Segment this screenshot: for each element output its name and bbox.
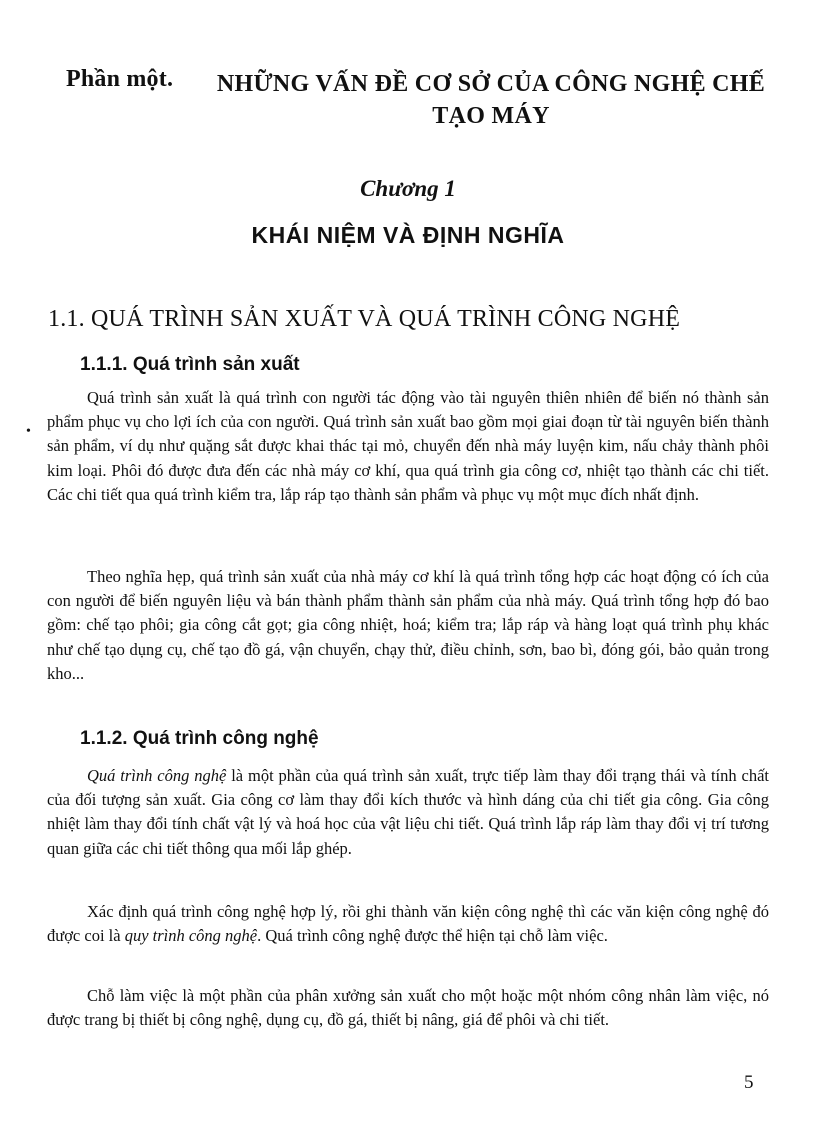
- paragraph-production-process: Quá trình sản xuất là quá trình con người tác động vào tài nguyên thiên nhiên để biến nó thành sản phẩm phục vụ cho lợi ích của con người. Quá trình sản xuất bao gồm mọi giai đoạn từ tài nguyên biến thành sản phẩm, ví dụ như quặng sắt được khai thác tại mỏ, chuyển đến nhà máy luyện kim, nấu chảy thành phôi kim loại. Phôi đó được đưa đến các nhà máy cơ khí, qua quá trình gia công cơ, nhiệt tạo thành các chi tiết. Các chi tiết qua quá trình kiểm tra, lắp ráp tạo thành sản phẩm và phục vụ một mục đích nhất định.: [47, 388, 769, 504]
- subsection-title-technology: 1.1.2. Quá trình công nghệ: [80, 728, 319, 749]
- term-technological-process: Quá trình công nghệ: [87, 766, 227, 785]
- paragraph-narrow-definition: Theo nghĩa hẹp, quá trình sản xuất của nhà máy cơ khí là quá trình tổng hợp các hoạt động có ích của con người để biến nguyên liệu và bán thành phẩm thành sản phẩm của nhà máy. Quá trình tổng hợp đó bao gồm: chế tạo phôi; gia công cắt gọt; gia công nhiệt, hoá; kiểm tra; lắp ráp và hàng loạt quá trình phụ khác như chế tạo dụng cụ, chế tạo đồ gá, vận chuyển, chạy thử, điều chỉnh, sơn, bao bì, đóng gói, bảo quản trong kho...: [47, 567, 769, 683]
- term-procedure: quy trình công nghệ: [124, 926, 258, 946]
- page-number: 5: [744, 1072, 754, 1093]
- chapter-title: KHÁI NIỆM VÀ ĐỊNH NGHĨA: [251, 222, 565, 248]
- part-label: Phần một.: [66, 66, 174, 92]
- paragraph-workplace: Chỗ làm việc là một phần của phân xưởng sản xuất cho một hoặc một nhóm công nhân làm việc, nó được trang bị thiết bị công nghệ, dụng cụ, đồ gá, thiết bị nâng, giá để phôi và chi tiết.: [47, 986, 769, 1030]
- part-title: NHỮNG VẤN ĐỀ CƠ SỞ CỦA CÔNG NGHỆ CHẾ TẠO MÁY: [216, 71, 766, 129]
- chapter-label: Chương 1: [360, 176, 456, 201]
- subsection-title-production: 1.1.1. Quá trình sản xuất: [80, 354, 300, 375]
- scan-speck: •: [26, 424, 31, 439]
- paragraph-procedure-end: . Quá trình công nghệ được thể hiện tại chỗ làm việc.: [257, 926, 608, 946]
- paragraph-technological-process-text: là một phần của quá trình sản xuất, trực tiếp làm thay đổi trạng thái và tính chất của đối tượng sản xuất. Gia công cơ làm thay đổi kích thước và hình dáng của chi tiết gia công. Gia công nhiệt làm thay đổi tính chất vật lý và hoá học của vật liệu chi tiết. Quá trình lắp ráp làm thay đổi vị trí tương quan giữa các chi tiết thông qua mối lắp ghép.: [47, 766, 769, 858]
- section-title: 1.1. QUÁ TRÌNH SẢN XUẤT VÀ QUÁ TRÌNH CÔNG NGHỆ: [48, 306, 681, 332]
- paragraph-procedure-start: Xác định quá trình công nghệ hợp lý, rồi ghi thành văn kiện công nghệ thì các văn kiện công nghệ đó được coi là: [47, 902, 769, 946]
- paragraph-technological-process: [47, 764, 769, 861]
- paragraph-procedure: [47, 900, 769, 948]
